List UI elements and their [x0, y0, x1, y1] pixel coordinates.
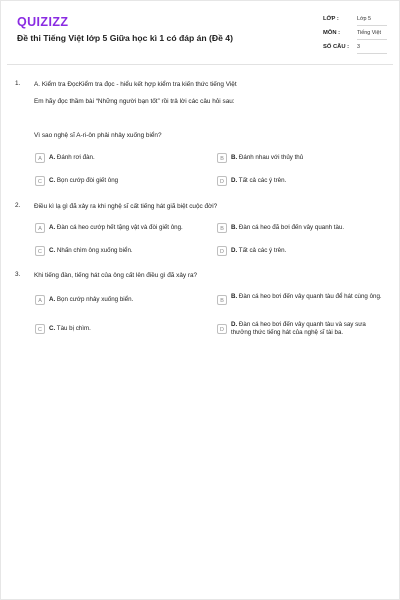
option-text: Bọn cướp nhảy xuống biển. — [56, 296, 134, 303]
meta-row-subject — [323, 29, 387, 43]
option-box[interactable]: B — [217, 223, 227, 233]
meta-underline — [357, 39, 387, 40]
quizizz-logo: QUIZIZZ — [17, 15, 69, 29]
option-letter: D. — [231, 177, 238, 184]
option-box[interactable]: D — [217, 176, 227, 186]
question-3 — [15, 271, 387, 351]
question-text: A. Kiểm tra ĐọcKiểm tra đọc - hiểu kết hợp kiểm tra kiến thức tiếng Việt — [34, 81, 237, 88]
option-box[interactable]: C — [35, 246, 45, 256]
option-text: Đánh rơi đàn. — [56, 154, 95, 161]
option-box[interactable]: C — [35, 176, 45, 186]
question-text: Điều kì lạ gì đã xảy ra khi nghệ sĩ cất tiếng hát giã biệt cuộc đời? — [34, 203, 218, 210]
meta-value: Lớp 5 — [357, 16, 372, 22]
question-number: 2. — [15, 202, 21, 209]
option-text: Đàn cá heo đã bơi đến vây quanh tàu. — [238, 224, 345, 231]
meta-row-count — [323, 43, 387, 57]
option-box[interactable]: D — [217, 324, 227, 334]
meta-underline — [357, 25, 387, 26]
option-text: Đánh nhau với thủy thủ — [238, 154, 304, 161]
option-box[interactable]: B — [217, 295, 227, 305]
meta-label: MÔN : — [323, 30, 341, 36]
meta-underline — [357, 53, 387, 54]
option-box[interactable]: D — [217, 246, 227, 256]
question-number: 1. — [15, 80, 21, 87]
meta-value: 3 — [357, 44, 360, 50]
option-text: Tàu bị chìm. — [56, 325, 91, 332]
question-instruction: Em hãy đọc thầm bài “Những người bạn tốt” rồi trả lời các câu hỏi sau: — [34, 98, 235, 105]
question-1 — [15, 80, 387, 200]
option-letter: B. — [231, 224, 238, 231]
question-number: 3. — [15, 271, 21, 278]
option-letter: C. — [49, 325, 56, 332]
option-letter: A. — [49, 154, 56, 161]
option-text: Đàn cá heo bơi đến vây quanh tàu và say sưa thưởng thức tiếng hát của nghệ sĩ tài ba. — [231, 321, 366, 336]
question-2 — [15, 202, 387, 262]
option-box[interactable]: A — [35, 295, 45, 305]
option-text: Tất cả các ý trên. — [238, 247, 287, 254]
option-text: Nhấn chìm ông xuống biển. — [56, 247, 133, 254]
option-box[interactable]: C — [35, 324, 45, 334]
option-text: Đàn cá heo cướp hết tặng vật và đòi giết ông. — [56, 224, 183, 231]
meta-label: LỚP : — [323, 16, 339, 22]
question-prompt: Vì sao nghệ sĩ A-ri-ôn phải nhảy xuống biển? — [34, 132, 162, 139]
option-text: Bọn cướp đòi giết ông — [56, 177, 119, 184]
meta-box — [323, 15, 387, 57]
meta-value: Tiếng Việt — [357, 30, 381, 36]
option-letter: A. — [49, 224, 56, 231]
option-box[interactable]: A — [35, 223, 45, 233]
option-letter: D. — [231, 247, 238, 254]
option-letter: C. — [49, 177, 56, 184]
meta-label: SỐ CÂU : — [323, 44, 350, 50]
option-text: Tất cả các ý trên. — [238, 177, 287, 184]
option-box[interactable]: A — [35, 153, 45, 163]
header-divider — [7, 64, 393, 65]
option-box[interactable]: B — [217, 153, 227, 163]
option-letter: D. — [231, 321, 238, 328]
option-letter: B. — [231, 293, 238, 300]
option-text: Đàn cá heo bơi đến vây quanh tàu để hát cùng ông. — [238, 293, 382, 300]
meta-row-class — [323, 15, 387, 29]
option-letter: C. — [49, 247, 56, 254]
option-letter: A. — [49, 296, 56, 303]
document-title: Đề thi Tiếng Việt lớp 5 Giữa học kì 1 có đáp án (Đề 4) — [17, 33, 233, 43]
option-letter: B. — [231, 154, 238, 161]
question-text: Khi tiếng đàn, tiếng hát của ông cất lên điều gì đã xảy ra? — [34, 272, 198, 279]
